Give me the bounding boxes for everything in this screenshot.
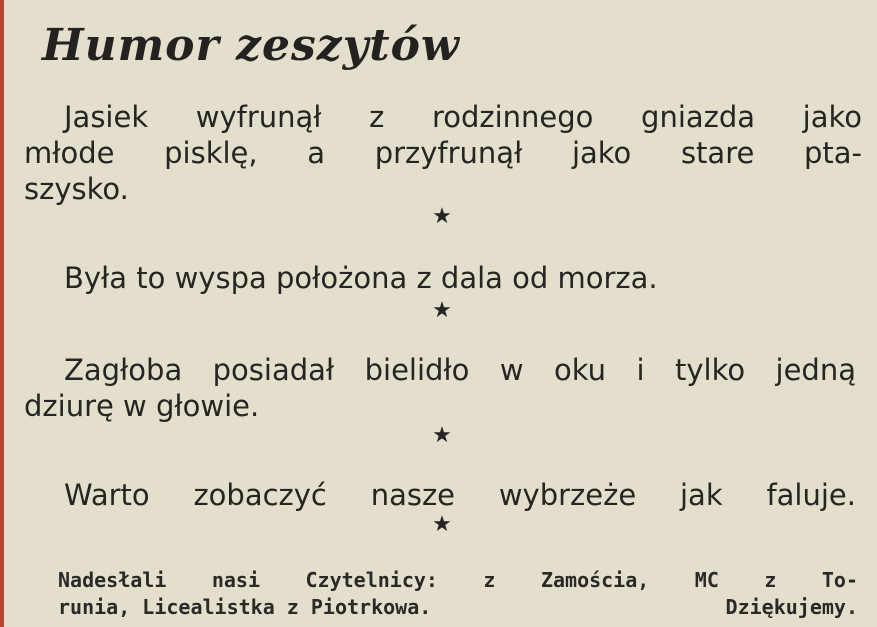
joke-2-line-1: Była to wyspa położona z dala od morza.	[64, 261, 658, 295]
credits-line-2-text: runia, Licealistka z Piotrkowa.	[58, 595, 432, 619]
credits	[58, 567, 858, 621]
star-separator-icon: ★	[432, 204, 452, 229]
star-separator-icon: ★	[432, 423, 452, 448]
star-separator-icon: ★	[432, 298, 452, 323]
joke-3-line-1: Zagłoba posiadał bielidło w oku i tylko jedną	[64, 353, 856, 387]
joke-4-line-1: Warto zobaczyć nasze wybrzeże jak faluje.	[64, 478, 856, 512]
joke-1-wrap	[24, 135, 862, 207]
joke-3	[64, 352, 856, 388]
credits-line-1: Nadesłali nasi Czytelnicy: z Zamościa, MC z To-	[58, 568, 858, 592]
page-title: Humor zeszytów	[42, 20, 460, 71]
red-margin-edge	[0, 0, 4, 627]
joke-1-line-2: młode pisklę, a przyfrunął jako stare pta-	[24, 136, 862, 170]
credits-line-2	[58, 594, 858, 621]
joke-1	[64, 99, 862, 135]
star-separator-icon: ★	[432, 512, 452, 537]
joke-4	[64, 477, 856, 513]
joke-3-line-2: dziurę w głowie.	[24, 389, 260, 423]
joke-1-line-3: szysko.	[24, 172, 129, 206]
joke-1-line-1: Jasiek wyfrunął z rodzinnego gniazda jako	[64, 100, 862, 134]
joke-2	[64, 260, 658, 296]
credits-thanks: Dziękujemy.	[725, 595, 858, 619]
joke-3-continued	[24, 388, 259, 424]
